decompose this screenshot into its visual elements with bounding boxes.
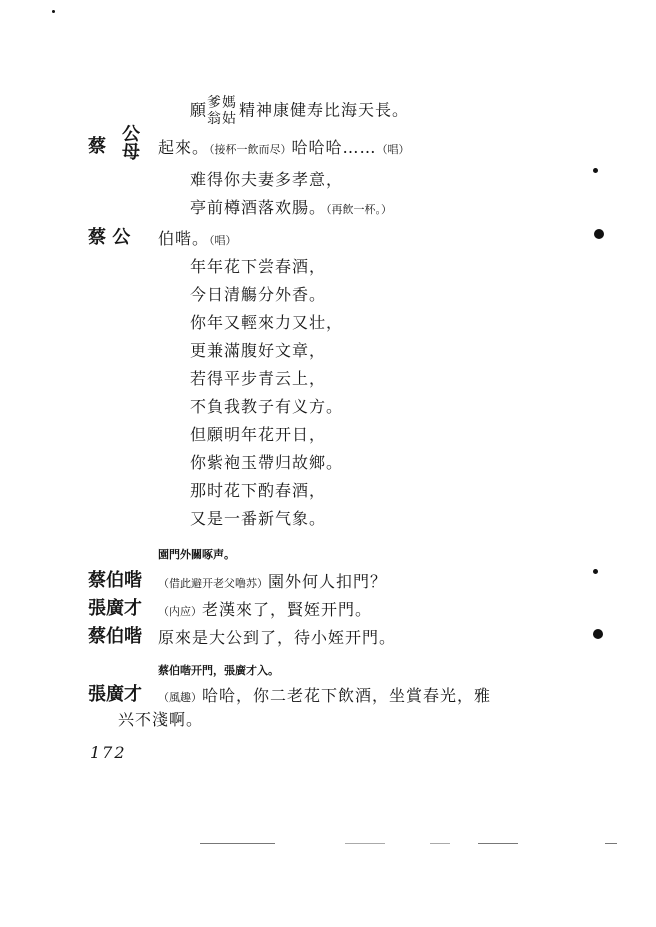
speaker-cai-gong: 蔡 公 bbox=[88, 227, 131, 248]
dialogue-line bbox=[158, 602, 372, 618]
verse: 难得你夫妻多孝意， bbox=[190, 170, 344, 189]
line-text: 園外何人扣門？ bbox=[268, 572, 388, 591]
line-laugh: 哈哈哈…… bbox=[291, 138, 377, 157]
stack-bottom-2: 姑 bbox=[222, 111, 238, 127]
blessing-line bbox=[190, 95, 409, 127]
verse: 年年花下尝春酒， bbox=[190, 257, 327, 276]
stack-top-2: 媽 bbox=[222, 95, 238, 111]
line-text: 起來。 bbox=[158, 138, 210, 157]
stage-note: （接杯一飲而尽） bbox=[209, 143, 292, 156]
scan-speck bbox=[593, 629, 603, 639]
verse: 那时花下酌春酒， bbox=[190, 481, 327, 500]
speaker: 張廣才 bbox=[88, 684, 142, 705]
verse: 又是一番新气象。 bbox=[190, 509, 327, 528]
verse: 但願明年花开日， bbox=[190, 425, 327, 444]
stage-note-drink: （再飲一杯。） bbox=[326, 203, 393, 216]
speaker-stack-gong-mu bbox=[122, 126, 140, 162]
line-text: 伯喈。 bbox=[158, 229, 210, 248]
stage-direction: 園門外關啄声。 bbox=[158, 548, 235, 561]
scan-speck bbox=[593, 569, 598, 574]
dialogue-line-continuation: 兴不淺啊。 bbox=[118, 710, 204, 729]
verse-text: 亭前樽酒落欢腸。 bbox=[190, 198, 327, 217]
verse: 更兼滿腹好文章， bbox=[190, 341, 327, 360]
dialogue-line bbox=[158, 688, 491, 704]
blessing-stacked-words bbox=[207, 95, 237, 127]
line-qilai bbox=[158, 140, 410, 156]
scan-line bbox=[605, 843, 617, 844]
verse: 不負我教子有义方。 bbox=[190, 397, 344, 416]
stage-note: （内应） bbox=[158, 605, 202, 618]
page-number: 172 bbox=[90, 743, 127, 762]
speaker: 蔡伯喈 bbox=[88, 626, 142, 647]
verse bbox=[190, 200, 392, 216]
line-text: 哈哈，你二老花下飲酒，坐賞春光，雅 bbox=[202, 686, 492, 705]
blessing-prefix: 願 bbox=[190, 100, 208, 120]
stage-note-sing: （唱） bbox=[209, 234, 237, 247]
stage-direction: 蔡伯喈开門，張廣才入。 bbox=[158, 664, 279, 677]
line-text: 老漢來了，賢姪开門。 bbox=[202, 600, 373, 619]
stage-note: （借此避开老父噜苏） bbox=[158, 577, 268, 590]
speaker-cai: 蔡 bbox=[88, 136, 106, 157]
speaker-mu: 母 bbox=[122, 142, 140, 163]
stage-note: （風趣） bbox=[158, 691, 202, 704]
scan-line bbox=[478, 843, 518, 844]
dialogue-line bbox=[158, 574, 387, 590]
speaker: 蔡伯喈 bbox=[88, 570, 142, 591]
stack-bottom-1: 翁 bbox=[207, 111, 223, 127]
verse: 今日清觴分外香。 bbox=[190, 285, 327, 304]
scan-speck bbox=[52, 10, 55, 13]
verse: 若得平步青云上， bbox=[190, 369, 327, 388]
verse: 你紫袍玉帶归故鄉。 bbox=[190, 453, 344, 472]
speaker-gong: 公 bbox=[122, 124, 140, 145]
stage-note-sing: （唱） bbox=[376, 143, 410, 156]
scan-speck bbox=[594, 229, 604, 239]
scan-line bbox=[345, 843, 385, 844]
verse: 你年又輕來力又壮， bbox=[190, 313, 344, 332]
scan-speck bbox=[593, 168, 598, 173]
blessing-rest: 精神康健寿比海天長。 bbox=[239, 100, 410, 120]
speaker: 張廣才 bbox=[88, 598, 142, 619]
stack-top-1: 爹 bbox=[207, 95, 223, 111]
scan-line bbox=[200, 843, 275, 844]
scan-line bbox=[430, 843, 450, 844]
dialogue-line: 原來是大公到了，待小姪开門。 bbox=[158, 628, 397, 647]
line-bojie bbox=[158, 231, 237, 247]
